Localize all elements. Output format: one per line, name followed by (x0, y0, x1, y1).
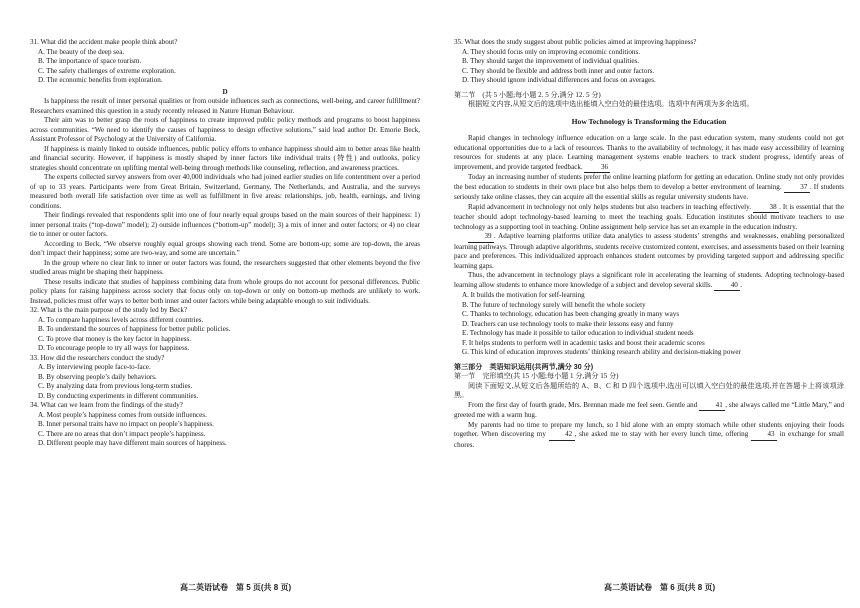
q31-option-a: A. The beauty of the deep sea. (38, 47, 125, 56)
q34-option-c: C. There are no areas that don’t impact people’s happiness. (38, 429, 206, 438)
q34-stem: 34. What can we learn from the findings of the study? (30, 401, 183, 409)
paragraph-text: Thus, the advancement in technology plays a significant role in accelerating the learning of students. Adopting technology-based learning allow students to enhance more knowledge of a subject and develop several skills. (454, 271, 844, 289)
part3-instructions: 阅读下面短文,从短文后各题所给的 A、B、C 和 D 四个选项中,选出可以填入空白处的最佳选项,并在答题卡上将该项涂黑。 (454, 381, 844, 400)
cloze-paragraph (454, 401, 844, 421)
paragraph-text: From the first day of fourth grade, Mrs. Brennan made me feel seen. Gentle and (468, 400, 698, 409)
q31-option-c: C. The safety challenges of extreme exploration. (38, 66, 176, 75)
passage-d-paragraph: The experts collected survey answers from over 40,000 individuals who had joined earlier studies on life contentment over a period of up to 33 years. Participants were from Great Britain, Switzerland, Germany, The Netherlands, and Australia, and the surveys measured both overall life satisfaction over time as well as fulfillment in five areas: relationships, job, health, earnings, and living conditions. (30, 173, 420, 210)
q35-option-b: B. They should target the improvement of individual qualities. (462, 57, 640, 65)
passage-paragraph (454, 203, 844, 233)
left-column (30, 38, 420, 449)
passage-d-paragraph: Their aim was to better grasp the roots of happiness to create improved public policy methods and programs to boost happiness across communities. “We need to identify the causes of happiness to design effective solutions,” said lead author Dr. Emorie Beck, Assistant Professor of Psychology at the University of California. (30, 116, 420, 143)
paragraph-text: . If students seriously take online classes, they can acquire all the essential skills as regular university students have. (454, 182, 844, 202)
blank-42: 42 (549, 430, 575, 441)
blank-37: 37 (784, 183, 810, 194)
right-column (454, 38, 844, 450)
q33-stem: 33. How did the researchers conduct the study? (30, 353, 165, 362)
paragraph-text: . It is essential that the teacher should adopt technology-based learning to meet the teaching goals. Education institutes should motivate teachers to use technology as a supporting tool in teaching. Online assignment help service has set an example in the education industry. (454, 202, 844, 231)
q33-option-d: D. By conducting experiments in different communities. (38, 391, 199, 400)
section2-option-b: B. The future of technology surely will benefit the whole society (462, 300, 646, 309)
passage-paragraph (454, 232, 844, 271)
passage-d-paragraph: Their findings revealed that respondents split into one of four nearly equal groups based on the main sources of their happiness: 1) inner personal traits (“top-down” model); 2) outside influences (“bottom-up” model); 3) a mix of inner and outer factors; or 4) no clear tie to inner or outer factors. (30, 211, 420, 238)
q33-option-a: A. By interviewing people face-to-face. (38, 363, 151, 371)
passage-d-paragraph: If happiness is mainly linked to outside influences, public policy efforts to enhance happiness should aim to better areas like health and financial security. However, if happiness is mostly shaped by inner factors like individual traits (特性) and outlooks, policy strategies should concentrate on uplifting mental well-being through methods like counseling, reflection, and awareness practices. (30, 144, 420, 172)
section2-option-d: D. Teachers can use technology tools to make their lessons easy and funny (462, 319, 674, 328)
q32-option-b: B. To understand the sources of happiness for better public policies. (38, 325, 231, 333)
paragraph-text: Rapid changes in technology influence education on a large scale. In the past education system, many students could not get educational opportunities due to a lack of resources. Thanks to the availability of technology, it has made easy accessibility of learning resources for students at any place. Learning management systems enable teachers to track student progress, identify areas of improvement, and provide targeted feedback. (454, 134, 844, 171)
paragraph-text: in exchange for small chores. (454, 430, 844, 449)
passage-paragraph (454, 173, 844, 203)
blank-38: 38 (753, 203, 779, 214)
passage-d-paragraph: In the group where no clear link to inner or outer factors was found, the researchers suggested that other elements beyond the five studied areas might be shaping their happiness. (30, 258, 420, 276)
paragraph-text: Today an increasing number of students prefer the online learning platform for getting an education. Online study not only provides the best education to students in their own place but also helps them to develop a better environment of learning. (454, 173, 844, 191)
paragraph-text: . Adaptive learning platforms utilize data analytics to assess students’ strengths and weaknesses, enabling personalized learning pathways. Through adaptive algorithms, students receive customized content, exercises, and assessments based on their learning pace and preferences. This individualized approach enhances student outcomes by providing targeted support and addressing specific learning gaps. (454, 232, 844, 270)
q32-option-d: D. To encourage people to try all ways for happiness. (38, 344, 190, 352)
q32-option-a: A. To compare happiness levels across different countries. (38, 315, 204, 324)
q32-option-c: C. To prove that money is the key factor in happiness. (38, 334, 192, 343)
paragraph-text: My parents had no time to prepare my lunch, so I hid alone with an empty stomach while other students enjoying their foods together. When discovering my (454, 420, 844, 439)
section2-header: 第二节 (共 5 小题;每小题 2. 5 分,满分 12. 5 分) (454, 90, 601, 99)
paragraph-text: Rapid advancement in technology not only helps students but also teachers in teaching effectively. (468, 202, 751, 211)
blank-43: 43 (751, 430, 777, 441)
blank-39: 39 (468, 232, 494, 243)
blank-36: 36 (584, 163, 610, 174)
section2-instructions: 根据短文内容,从短文后的选项中选出能填入空白处的最佳选项。选项中有两项为多余选项。 (468, 100, 754, 108)
section2-option-f: F. It helps students to perform well in academic tasks and boost their academic scores (462, 338, 705, 347)
q34-option-b: B. Inner personal traits have no impact on people’s happiness. (38, 420, 214, 428)
q31-stem: 31. What did the accident make people think about? (30, 38, 178, 46)
section2-option-e: E. Technology has made it possible to tailor education to individual student needs (462, 329, 694, 338)
section2-option-c: C. Thanks to technology, education has been changing greatly in many ways (462, 310, 680, 319)
q31-option-d: D. The economic benefits from exploration. (38, 76, 163, 84)
q32-stem: 32. What is the main purpose of the study led by Beck? (30, 306, 188, 314)
blank-40: 40 (714, 281, 740, 292)
passage-d-paragraph: According to Beck, “We observe roughly equal groups showing each trend. Some are bottom-up; some are top-down, the areas don’t impact their happiness; some are two-way, and some are uncertain.” (30, 239, 420, 257)
q34-option-a: A. Most people’s happiness comes from outside influences. (38, 410, 207, 419)
q35-stem: 35. What does the study suggest about public policies aimed at improving happiness? (454, 38, 697, 46)
cloze-paragraph (454, 421, 844, 451)
page-footer-right: 高二英语试卷 第 6 页(共 8 页) (604, 583, 716, 592)
passage-d-label: D (222, 87, 228, 96)
part3-section1-header: 第一节 完形填空(共 15 小题;每小题 1 分,满分 15 分) (454, 372, 619, 381)
section2-option-a: A. It builds the motivation for self-learning (462, 291, 585, 300)
q35-option-c: C. They should be flexible and address both inner and outer factors. (462, 66, 655, 75)
q33-option-c: C. By analyzing data from previous long-term studies. (38, 382, 193, 390)
blank-41: 41 (699, 401, 725, 412)
passage-paragraph (454, 134, 844, 173)
paragraph-text: , she asked me to stay with her every lunch time, offering (574, 430, 749, 439)
page-footer-left: 高二英语试卷 第 5 页(共 8 页) (180, 583, 292, 592)
passage-d-paragraph: These results indicate that studies of happiness combining data from whole groups do not account for personal differences. Public policy plans for raising happiness across society that focus only on top-down or only on bottom-up methods are unlikely to work. Instead, policies must offer ways to better both inner and outer factors while being adaptable enough to suit individuals. (30, 277, 420, 305)
passage-title: How Technology is Transforming the Education (571, 117, 727, 127)
q31-option-b: B. The importance of space tourism. (38, 57, 142, 65)
q35-option-d: D. They should ignore individual differences and focus on averages. (462, 76, 656, 84)
section2-option-g: G. This kind of education improves students’ thinking research ability and decision-making power (462, 348, 741, 357)
passage-paragraph: Thus, the advancement in technology plays a significant role in accelerating the learning of students. Adopting technology-based learning allow students to enhance more knowledge of a subject and develop several skills. 40 . (454, 271, 844, 291)
q34-option-d: D. Different people may have different main sources of happiness. (38, 439, 227, 447)
passage-d-paragraph: Is happiness the result of inner personal qualities or from outside influences such as connections, well-being, and career fulfillment? Researchers examined this question in a study recently released in Nature Human Behaviour. (30, 97, 420, 115)
q33-option-b: B. By observing people’s daily behaviors. (38, 372, 157, 381)
paragraph-text: , she always called me “Little Mary,” and greeted me with a warm hug. (454, 400, 844, 420)
q35-option-a: A. They should focus only on improving economic conditions. (462, 47, 640, 56)
part3-header: 第三部分 英语知识运用(共两节,满分 30 分) (454, 362, 594, 371)
